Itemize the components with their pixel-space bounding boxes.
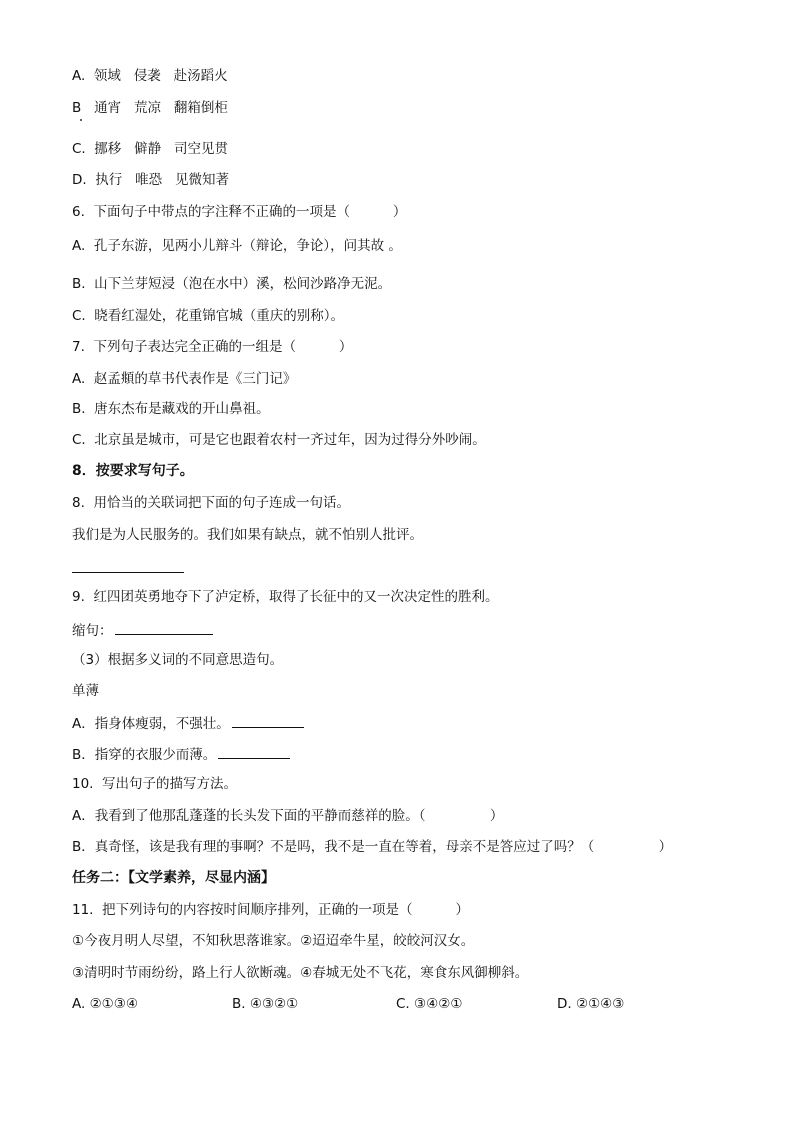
q7-option-a: A. 赵孟頫的草书代表作是《三门记》 <box>72 371 297 387</box>
question-7: 7. 下列句子表达完全正确的一组是（ ） <box>72 339 353 355</box>
q7-option-c: C. 北京虽是城市，可是它也跟着农村一齐过年，因为过得分外吵闹。 <box>72 432 486 448</box>
q8-answer-blank[interactable] <box>72 572 184 573</box>
q6-option-c: C. 晓看红湿处，花重锦官城（重庆的别称）。 <box>72 308 345 324</box>
q11-option-b: B. ④③②① <box>232 996 299 1012</box>
q7-option-b: B. 唐东杰布是藏戏的开山鼻祖。 <box>72 401 270 417</box>
q3-option-a-line <box>72 713 304 733</box>
q11-option-a: A. ②①③④ <box>72 996 138 1012</box>
question-3: （3）根据多义词的不同意思造句。 <box>72 652 284 668</box>
q5-option-d: D. 执行 唯恐 见微知著 <box>72 172 230 188</box>
q9-shorten-line <box>72 620 213 640</box>
q3-a-answer-blank[interactable] <box>232 713 304 728</box>
q5-option-c: C. 挪移 僻静 司空见贯 <box>72 141 229 157</box>
q5-option-a: A. 领域 侵袭 赴汤蹈火 <box>72 68 228 84</box>
question-8: 8. 用恰当的关联词把下面的句子连成一句话。 <box>72 495 350 511</box>
question-6: 6. 下面句子中带点的字注释不正确的一项是（ ） <box>72 204 407 220</box>
q11-poem-line-1: ①今夜月明人尽望，不知秋思落谁家。②迢迢牵牛星，皎皎河汉女。 <box>72 933 475 949</box>
q5-option-b: B 通宵 荒凉 翻箱倒柜 <box>72 100 228 116</box>
q3-b-answer-blank[interactable] <box>218 744 290 759</box>
q11-poem-line-2: ③清明时节雨纷纷，路上行人欲断魂。④春城无处不飞花，寒食东风御柳斜。 <box>72 965 529 981</box>
q6-option-b: B. 山下兰芽短浸（泡在水中）溪，松间沙路净无泥。 <box>72 276 392 292</box>
polysemy-word: 单薄 <box>72 683 99 699</box>
q9-shorten-label: 缩句： <box>72 623 113 639</box>
task-2-heading: 任务二：【文学素养，尽显内涵】 <box>72 870 275 886</box>
q3-option-a: A．指身体瘦弱，不强壮。 <box>72 716 230 732</box>
q11-option-c: C. ③④②① <box>396 996 463 1012</box>
q11-option-d: D. ②①④③ <box>557 996 625 1012</box>
q10-option-b: B．真奇怪，该是我有理的事啊？不是吗，我不是一直在等着，母亲不是答应过了吗？（ ） <box>72 839 673 855</box>
question-11: 11. 把下列诗句的内容按时间顺序排列，正确的一项是（ ） <box>72 902 469 918</box>
q3-option-b: B．指穿的衣服少而薄。 <box>72 747 217 763</box>
question-9: 9. 红四团英勇地夺下了泸定桥，取得了长征中的又一次决定性的胜利。 <box>72 589 499 605</box>
question-10: 10. 写出句子的描写方法。 <box>72 776 238 792</box>
q9-answer-blank[interactable] <box>115 620 213 635</box>
stray-dot <box>80 119 82 121</box>
q3-option-b-line <box>72 744 290 764</box>
section-8-heading: 8．按要求写句子。 <box>72 463 194 479</box>
q8-text: 我们是为人民服务的。我们如果有缺点，就不怕别人批评。 <box>72 527 423 543</box>
q10-option-a: A．我看到了他那乱蓬蓬的长头发下面的平静而慈祥的脸。（ ） <box>72 808 504 824</box>
q6-option-a: A. 孔子东游，见两小儿辩斗（辩论，争论），问其故 。 <box>72 238 402 254</box>
